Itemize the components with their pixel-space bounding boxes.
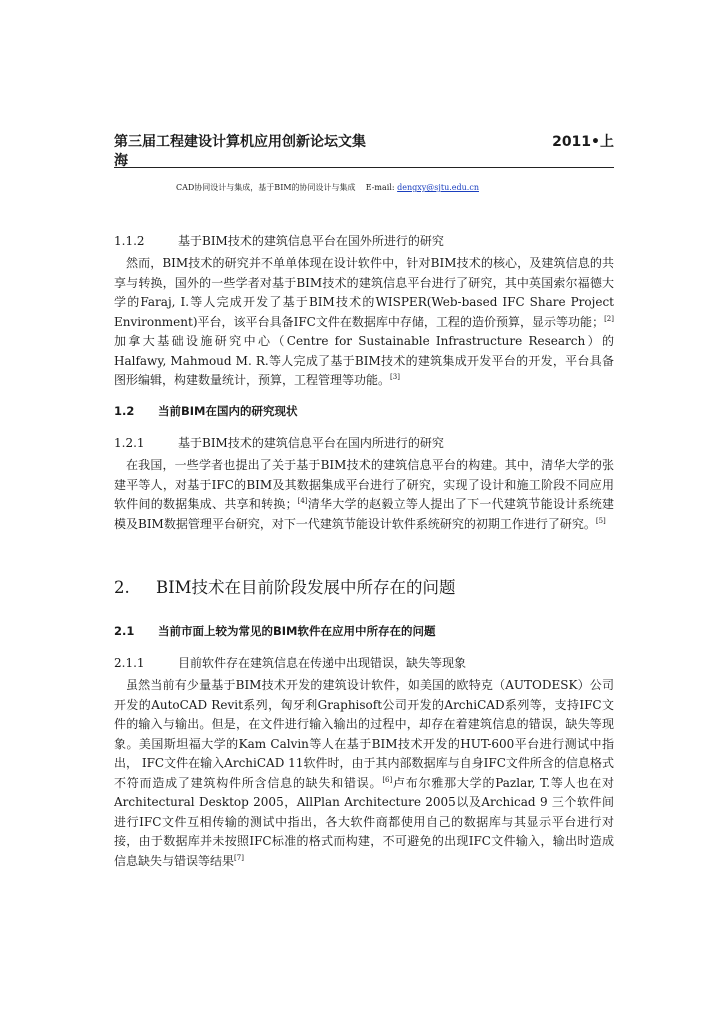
paragraph-text: 清华大学的赵毅立等人提出了下一代建筑节能设计系统建模及BIM数据管理平台研究，对下一代建筑节能设计软件系统研究的初期工作进行了研究。 [114, 497, 614, 531]
section-number: 1.1.2 [114, 234, 145, 248]
heading-1-1-2 [114, 233, 444, 249]
email-label: E-mail: [365, 183, 395, 192]
header-rule [114, 167, 614, 168]
citation[interactable]: [4] [297, 497, 308, 505]
paragraph-foreign-research [114, 254, 614, 391]
heading-2 [114, 577, 456, 599]
section-title: 基于BIM技术的建筑信息平台在国外所进行的研究 [178, 234, 444, 248]
header-place-wrap: 海 [114, 153, 128, 169]
heading-1-2-1 [114, 435, 444, 451]
paragraph-text: 然而，BIM技术的研究并不单单体现在设计软件中，针对BIM技术的核心，及建筑信息的共享与转换，国外的一些学者对基于BIM技术的建筑信息平台进行了研究，其中英国索尔福德大学的Faraj, I.等人完成开发了基于BIM技术的WISPER(Web-based IFC Share Project Environment)平台，该平台具备IFC文件在数据库中存储，工程的造价预算，显示等功能； [114, 256, 614, 329]
heading-2-1-1 [114, 655, 466, 671]
section-number: 1.2.1 [114, 436, 145, 450]
section-title: BIM技术在目前阶段发展中所存在的问题 [156, 578, 456, 597]
section-number: 2. [114, 578, 130, 597]
section-title: 当前市面上较为常见的BIM软件在应用中所存在的问题 [158, 624, 436, 638]
paragraph-text: 虽然当前有少量基于BIM技术开发的建筑设计软件，如美国的欧特克（AUTODESK）公司开发的AutoCAD Revit系列，匈牙利Graphisoft公司开发的ArchiCAD系列等，支持IFC文件的输入与输出。但是，在文件进行输入输出的过程中，却存在着建筑信息的错误，缺失等现象。美国斯坦福大学的Kam Calvin等人在基于BIM技术开发的HUT-600平台进行测试中指出， IFC文件在输入ArchiCAD 11软件时，由于其内部数据库与自身IFC文件所含的信息格式不符而造成了建筑构件所含信息的缺失和错误。 [114, 678, 614, 790]
heading-1-2 [114, 403, 298, 419]
section-number: 2.1 [114, 624, 135, 638]
running-header [114, 133, 614, 171]
citation[interactable]: [7] [234, 853, 244, 862]
paragraph-text: 加拿大基础设施研究中心（Centre for Sustainable Infrastructure Research）的Halfawy, Mahmoud M. R.等人完成了基于BIM技术的建筑集成开发平台的开发，平台具备图形编辑，构建数量统计，预算，工程管理等功能。 [114, 334, 614, 387]
keywords-text: CAD协同设计与集成，基于BIM的协同设计与集成 [176, 183, 356, 192]
section-title: 目前软件存在建筑信息在传递中出现错误，缺失等现象 [178, 656, 467, 670]
keywords-line [176, 182, 479, 194]
section-title: 当前BIM在国内的研究现状 [158, 404, 298, 418]
paragraph-domestic-research [114, 456, 614, 534]
section-number: 2.1.1 [114, 656, 145, 670]
paragraph-text: 在我国，一些学者也提出了关于基于BIM技术的建筑信息平台的构建。其中，清华大学的张建平等人，对基于IFC的BIM及其数据集成平台进行了研究，实现了设计和施工阶段不同应用软件间的数据集成、共享和转换； [114, 458, 614, 511]
conference-title: 第三届工程建设计算机应用创新论坛文集 [114, 134, 366, 150]
paragraph-software-problems [114, 676, 614, 871]
section-title: 基于BIM技术的建筑信息平台在国内所进行的研究 [178, 436, 444, 450]
heading-2-1 [114, 623, 436, 639]
citation[interactable]: [6] [382, 775, 393, 784]
email-link[interactable]: dengxy@sjtu.edu.cn [397, 183, 479, 192]
citation[interactable]: [5] [595, 516, 606, 525]
citation[interactable]: [3] [390, 373, 400, 381]
header-year-place: 2011•上 [552, 134, 614, 150]
section-number: 1.2 [114, 404, 135, 418]
paragraph-text: 卢布尔雅那大学的Pazlar, T.等人也在对Architectural Desktop 2005，AllPlan Architecture 2005以及Archicad 9 三个软件间进行IFC文件互相传输的测试中指出，各大软件商都使用自己的数据库与其显示平台进行对接，由于数据库并未按照IFC标准的格式而构建，不可避免的出现IFC文件输入，输出时造成信息缺失与错误等结果 [114, 775, 614, 868]
citation[interactable]: [2] [604, 314, 614, 323]
